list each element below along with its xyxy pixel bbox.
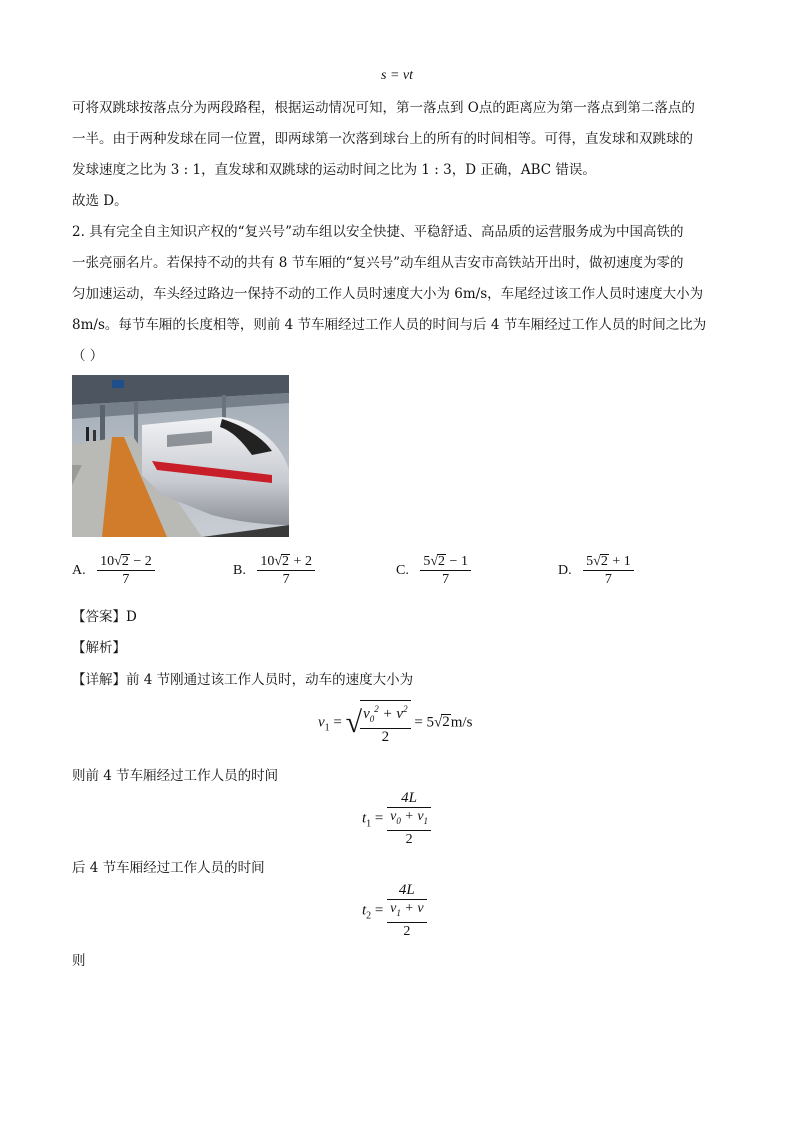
paragraph-line: 可将双跳球按落点分为两段路程，根据运动情况可知，第一落点到 O点的距离应为第一落点到第二落点的: [72, 100, 695, 116]
question-2-line: 一张亮丽名片。若保持不动的共有 8 节车厢的“复兴号”动车组从吉安市高铁站开出时，做初速度为零的: [72, 255, 684, 271]
then-line-2: 后 4 节车厢经过工作人员的时间: [72, 860, 265, 876]
option-c[interactable]: C. $\frac{5√2 - 1}{7}$: [396, 553, 471, 588]
option-b[interactable]: B. $\frac{10√2 + 2}{7}$: [233, 553, 315, 588]
question-2-line: 8m/s。每节车厢的长度相等，则前 4 节车厢经过工作人员的时间与后 4 节车厢经过工作人员的时间之比为: [72, 317, 707, 333]
train-photo: [72, 375, 289, 537]
paragraph-line: 故选 D。: [72, 193, 128, 209]
equation-s-vt: s = vt: [381, 68, 413, 83]
question-2-line: 2. 具有完全自主知识产权的“复兴号”动车组以安全快捷、平稳舒适、高品质的运营服务成为中国高铁的: [72, 224, 684, 240]
paragraph-line: 一半。由于两种发球在同一位置，即两球第一次落到球台上的所有的时间相等。可得，直发球和双跳球的: [72, 131, 693, 147]
equation-v1: $v_1$ = √ $\frac{v_0^2 + v^2}{2}$ = 5√2m/s: [318, 700, 472, 746]
paragraph-line: 发球速度之比为 3 : 1，直发球和双跳球的运动时间之比为 1 : 3，D 正确，ABC 错误。: [72, 162, 596, 178]
then-line-3: 则: [72, 953, 86, 969]
answer-bracket: （ ）: [72, 348, 104, 364]
option-a-fraction: $\frac{10√2 - 2}{7}$: [97, 553, 155, 588]
option-d[interactable]: D. $\frac{5√2 + 1}{7}$: [558, 553, 634, 588]
answer-line: 【答案】D: [72, 609, 137, 625]
detail-line: 【详解】前 4 节刚通过该工作人员时，动车的速度大小为: [72, 672, 414, 688]
question-2-line: 匀加速运动，车头经过路边一保持不动的工作人员时速度大小为 6m/s，车尾经过该工作人员时速度大小为: [72, 286, 704, 302]
then-line-1: 则前 4 节车厢经过工作人员的时间: [72, 768, 279, 784]
option-d-fraction: $\frac{5√2 + 1}{7}$: [583, 553, 634, 588]
option-c-fraction: $\frac{5√2 - 1}{7}$: [420, 553, 471, 588]
equation-t1: $t_1$ = $\frac{4L}{\frac{v_0 + v_1}{2}}$: [362, 790, 431, 848]
equation-t2: $t_2$ = $\frac{4L}{\frac{v_1 + v}{2}}$: [362, 882, 427, 940]
option-a[interactable]: A. $\frac{10√2 - 2}{7}$: [72, 553, 155, 588]
option-b-fraction: $\frac{10√2 + 2}{7}$: [257, 553, 315, 588]
analysis-heading: 【解析】: [72, 640, 126, 656]
